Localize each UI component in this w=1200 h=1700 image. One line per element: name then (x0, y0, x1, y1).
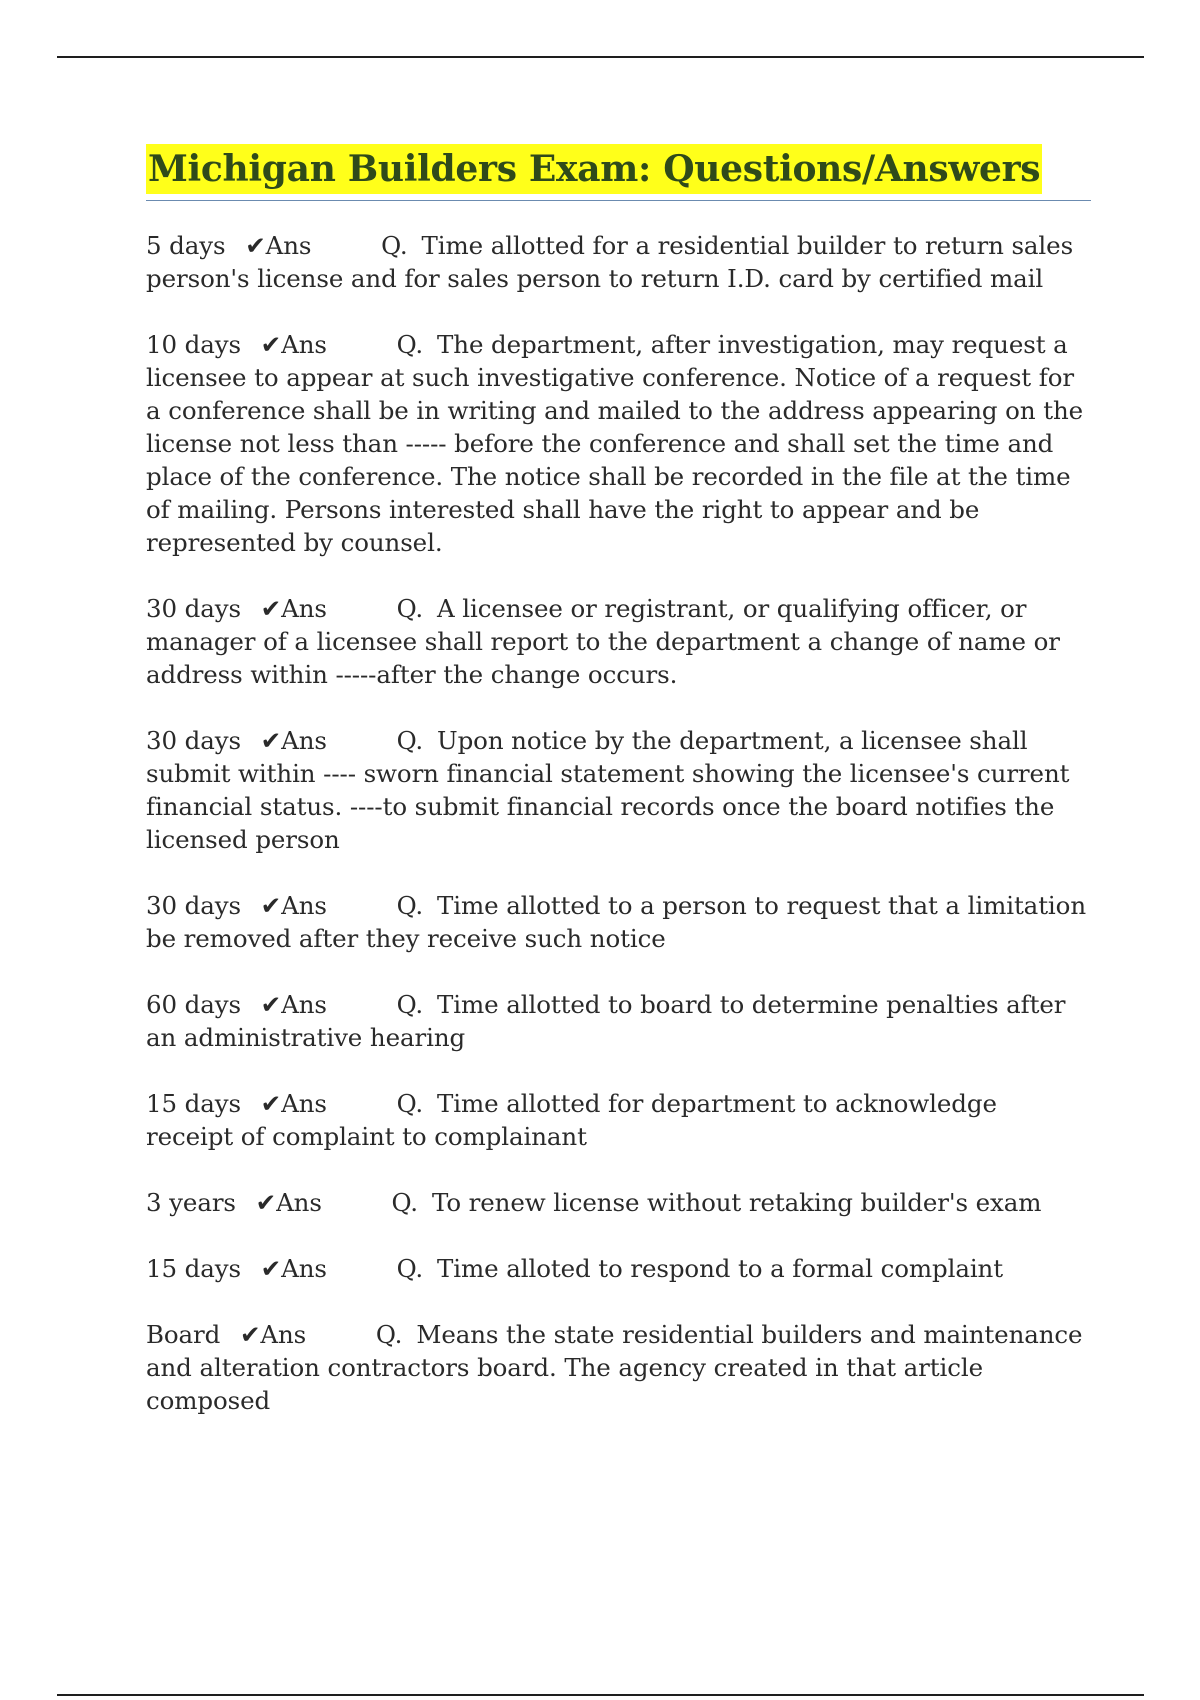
question-text: Means the state residential builders and maintenance and alteration contractors board. The agency created in that article composed (146, 1320, 1083, 1415)
ans-label: Ans (281, 990, 327, 1019)
q-label: Q. (391, 1188, 418, 1217)
q-label: Q. (375, 1320, 403, 1349)
qa-list (146, 229, 1091, 1417)
checkmark-icon: ✔ (260, 1254, 282, 1283)
qa-item (146, 988, 1091, 1054)
checkmark-icon: ✔ (260, 330, 282, 359)
qa-item (146, 592, 1091, 691)
ans-label: Ans (281, 1254, 327, 1283)
question-text: A licensee or registrant, or qualifying officer, or manager of a licensee shall report to the department a change of name or address within -----after the change occurs. (146, 594, 1060, 689)
answer-text: 15 days (146, 1089, 241, 1118)
answer-text: 60 days (146, 990, 241, 1019)
answer-text: 30 days (146, 594, 241, 623)
q-label: Q. (381, 231, 408, 260)
checkmark-icon: ✔ (239, 1320, 261, 1349)
answer-text: 10 days (146, 330, 241, 359)
question-text: Time allotted to board to determine penalties after an administrative hearing (146, 990, 1066, 1052)
ans-label: Ans (281, 891, 327, 920)
ans-label: Ans (260, 1320, 307, 1349)
answer-text: 3 years (146, 1188, 236, 1217)
question-text: Time allotted for a residential builder to return sales person's license and for sales person to return I.D. card by certified mail (146, 231, 1074, 293)
document-title: Michigan Builders Exam: Questions/Answers (146, 144, 1042, 194)
checkmark-icon: ✔ (260, 1089, 282, 1118)
q-label: Q. (396, 1254, 424, 1283)
q-label: Q. (396, 990, 424, 1019)
qa-item (146, 1087, 1091, 1153)
qa-item (146, 1252, 1091, 1285)
ans-label: Ans (265, 231, 312, 260)
ans-label: Ans (281, 594, 327, 623)
question-text: Upon notice by the department, a licensee shall submit within ---- sworn financial statement showing the licensee's current financial status. ----to submit financial records once the board notifies the licensed person (146, 726, 1070, 854)
title-block (146, 144, 1091, 201)
document-page (146, 144, 1091, 1450)
ans-label: Ans (281, 726, 327, 755)
ans-label: Ans (276, 1188, 322, 1217)
checkmark-icon: ✔ (260, 726, 282, 755)
question-text: Time allotted to a person to request that a limitation be removed after they receive such notice (146, 891, 1087, 953)
q-label: Q. (396, 726, 424, 755)
qa-item (146, 229, 1091, 295)
ans-label: Ans (281, 330, 327, 359)
qa-item (146, 1318, 1091, 1417)
q-label: Q. (396, 594, 424, 623)
q-label: Q. (396, 1089, 424, 1118)
checkmark-icon: ✔ (260, 594, 282, 623)
answer-text: 15 days (146, 1254, 241, 1283)
question-text: The department, after investigation, may request a licensee to appear at such investigative conference. Notice of a request for a conference shall be in writing and mailed to the address appearing on the license not less than ----- before the conference and shall set the time and place of the conference. The notice shall be recorded in the file at the time of mailing. Persons interested shall have the right to appear and be represented by counsel. (146, 330, 1084, 557)
qa-item (146, 328, 1091, 559)
answer-text: 30 days (146, 726, 241, 755)
q-label: Q. (396, 891, 424, 920)
checkmark-icon: ✔ (260, 891, 282, 920)
checkmark-icon: ✔ (260, 990, 282, 1019)
answer-text: 5 days (146, 231, 226, 260)
qa-item (146, 724, 1091, 856)
checkmark-icon: ✔ (255, 1188, 277, 1217)
question-text: Time alloted to respond to a formal complaint (437, 1254, 1003, 1283)
answer-text: 30 days (146, 891, 241, 920)
qa-item (146, 889, 1091, 955)
ans-label: Ans (281, 1089, 327, 1118)
answer-text: Board (146, 1320, 221, 1349)
qa-item (146, 1186, 1091, 1219)
q-label: Q. (396, 330, 424, 359)
checkmark-icon: ✔ (245, 231, 266, 260)
bottom-rule (57, 1694, 1144, 1696)
question-text: Time allotted for department to acknowledge receipt of complaint to complainant (146, 1089, 997, 1151)
top-rule (57, 56, 1144, 58)
question-text: To renew license without retaking builder's exam (431, 1188, 1042, 1217)
